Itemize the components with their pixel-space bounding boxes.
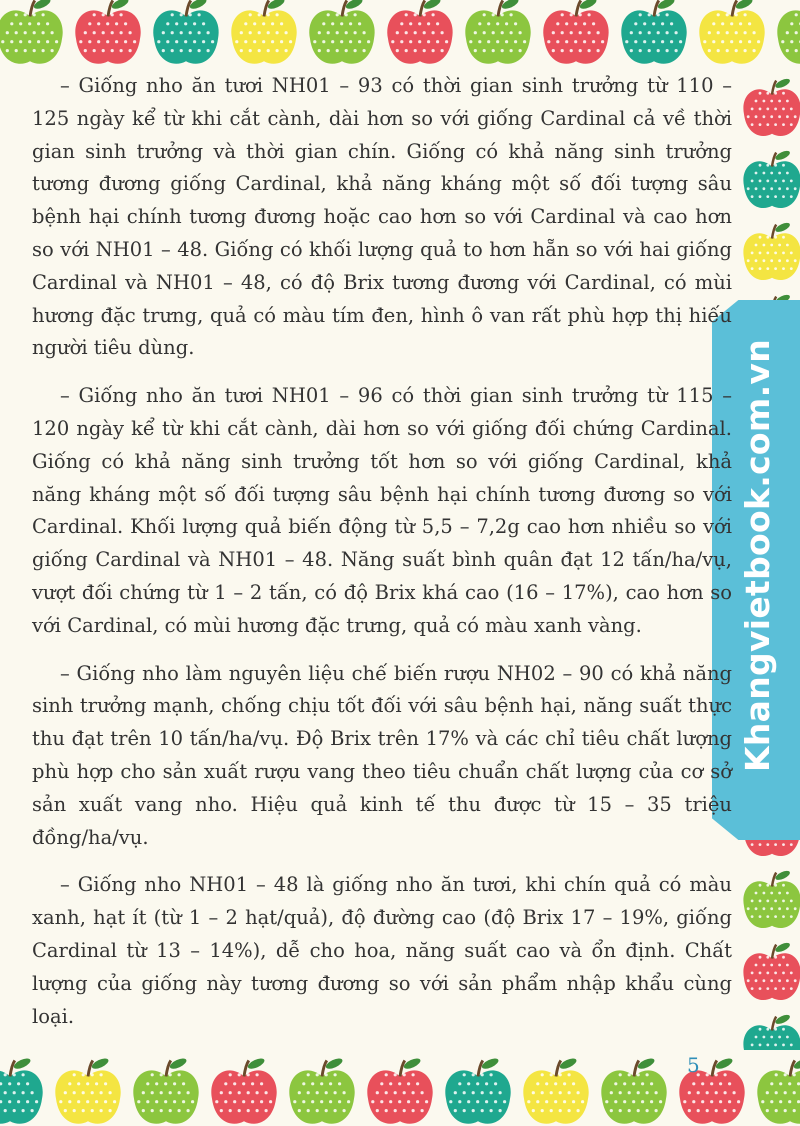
apple-icon xyxy=(153,0,218,64)
apple-icon xyxy=(367,1056,432,1123)
apple-icon xyxy=(743,869,800,928)
bottom-apple-border xyxy=(0,1048,800,1126)
apple-icon xyxy=(523,1056,588,1123)
apple-icon xyxy=(743,1013,800,1050)
apple-icon xyxy=(309,0,374,64)
watermark-text: Khangvietbook.com.vn xyxy=(738,338,777,772)
page-body xyxy=(32,70,732,1048)
apple-icon xyxy=(743,941,800,1000)
apple-icon xyxy=(211,1056,276,1123)
apple-icon xyxy=(133,1056,198,1123)
apple-icon xyxy=(75,0,140,64)
apple-icon xyxy=(757,1056,800,1123)
apple-pattern-bottom xyxy=(0,1048,800,1126)
apple-icon xyxy=(55,1056,120,1123)
paragraph-nh01-48: – Giống nho NH01 – 48 là giống nho ăn tươi, khi chín quả có màu xanh, hạt ít (từ 1 – 2 hạt/quả), độ đường cao (độ Brix 17 – 19%, giống Cardinal từ 13 – 14%), dễ cho hoa, năng suất cao và ổn định. Chất lượng của giống này tương đương so với sản phẩm nhập khẩu cùng loại. xyxy=(32,873,732,1028)
apple-icon xyxy=(0,1056,43,1123)
apple-icon xyxy=(743,77,800,136)
apple-icon xyxy=(543,0,608,64)
apple-icon xyxy=(699,0,764,64)
apple-icon xyxy=(231,0,296,64)
apple-icon xyxy=(743,221,800,280)
paragraph-nh01-96: – Giống nho ăn tươi NH01 – 96 có thời gian sinh trưởng từ 115 – 120 ngày kể từ khi cắt cành, dài hơn so với giống đối chứng Cardinal. Giống có khả năng sinh trưởng tốt hơn so với giống Cardinal, khả năng kháng một số đối tượng sâu bệnh hại chính tương đương so với Cardinal. Khối lượng quả biến động từ 5,5 – 7,2g cao hơn nhiều so với giống Cardinal và NH01 – 48. Năng suất bình quân đạt 12 tấn/ha/vụ, vượt đối chứng từ 1 – 2 tấn, có độ Brix khá cao (16 – 17%), cao hơn so với Cardinal, có mùi hương đặc trưng, quả có màu xanh vàng. xyxy=(32,384,732,637)
apple-icon xyxy=(743,149,800,208)
page-number: 5 xyxy=(687,1053,700,1077)
apple-icon xyxy=(601,1056,666,1123)
paragraph-nh02-90: – Giống nho làm nguyên liệu chế biến rượu NH02 – 90 có khả năng sinh trưởng mạnh, chống chịu tốt đối với sâu bệnh hại, năng suất thực thu đạt trên 10 tấn/ha/vụ. Độ Brix trên 17% và các chỉ tiêu chất lượng phù hợp cho sản xuất rượu vang theo tiêu chuẩn chất lượng của cơ sở sản xuất vang nho. Hiệu quả kinh tế thu được từ 15 – 35 triệu đồng/ha/vụ. xyxy=(32,661,732,849)
apple-icon xyxy=(445,1056,510,1123)
apple-icon xyxy=(465,0,530,64)
paragraph-nh01-93: – Giống nho ăn tươi NH01 – 93 có thời gian sinh trưởng từ 110 – 125 ngày kể từ khi cắt cành, dài hơn so với giống Cardinal cả về thời gian sinh trưởng và thời gian chín. Giống có khả năng sinh trưởng tương đương giống Cardinal, khả năng kháng một số đối tượng sâu bệnh hại chính tương đương hoặc cao hơn so với Cardinal và cao hơn so với NH01 – 48. Giống có khối lượng quả to hơn hẵn so với hai giống Cardinal và NH01 – 48, có độ Brix tương đương với Cardinal, có mùi hương đặc trưng, quả có màu tím đen, hình ô van rất phù hợp thị hiếu người tiêu dùng. xyxy=(32,74,732,360)
top-apple-border xyxy=(0,0,800,76)
apple-icon xyxy=(0,0,63,64)
apple-icon xyxy=(621,0,686,64)
apple-icon xyxy=(289,1056,354,1123)
apple-icon xyxy=(777,0,800,64)
apple-icon xyxy=(387,0,452,64)
apple-pattern-top xyxy=(0,0,800,76)
